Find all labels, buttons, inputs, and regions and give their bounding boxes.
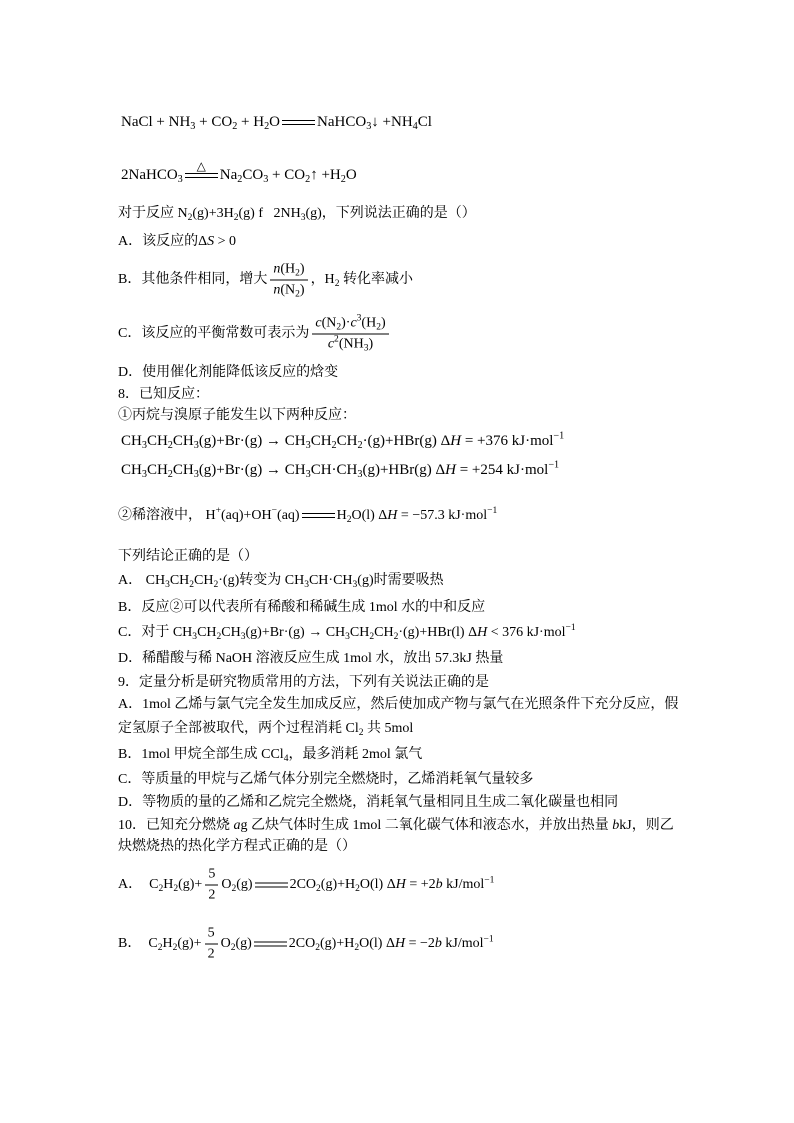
option-b — [118, 745, 422, 765]
superscript: 3 — [356, 313, 362, 324]
long-equals-sign — [282, 120, 315, 125]
text-run: (N — [280, 282, 296, 298]
superscript: − — [271, 506, 278, 517]
italic-variable: H — [387, 508, 398, 523]
italic-variable: H — [450, 433, 462, 449]
text-run: O(l) Δ — [351, 508, 388, 523]
text-run: = +254 kJ·mol — [455, 462, 549, 478]
subscript: 2 — [340, 174, 346, 186]
question-prompt — [118, 547, 258, 567]
superscript: 2 — [334, 334, 339, 345]
text-run: Cl — [417, 114, 432, 130]
text-run: O(l) Δ — [359, 936, 395, 952]
text-run: ，最多消耗 2mol 氯气 — [288, 747, 423, 762]
superscript: −1 — [548, 459, 560, 471]
subscript: 2 — [305, 174, 311, 186]
subscript: 3 — [305, 469, 311, 481]
text-run: (g)+H — [320, 877, 356, 893]
text-run: ·(g)+HBr(l) Δ — [398, 625, 478, 640]
text-run: O — [220, 936, 231, 952]
text-run: (g) — [236, 877, 253, 893]
text-run: (g)，下列说法正确的是（） — [305, 206, 476, 221]
subscript: 3 — [345, 631, 350, 642]
subscript: 3 — [141, 469, 147, 481]
option-a — [118, 866, 494, 905]
fraction-numerator — [312, 315, 388, 335]
subscript: 3 — [190, 121, 196, 133]
subscript: 2 — [173, 884, 179, 895]
text-run: CH — [197, 625, 217, 640]
subscript: 3 — [357, 469, 363, 481]
reaction-1a — [121, 431, 564, 451]
subscript: 2 — [167, 440, 173, 452]
subscript: 3 — [300, 212, 306, 223]
fraction — [205, 925, 218, 964]
subscript: 3 — [304, 579, 309, 590]
text-run: 对于反应 N — [118, 206, 188, 221]
text-run: (N — [321, 315, 337, 331]
text-run: (g)+3H — [192, 206, 234, 221]
text-run: NaHCO — [317, 114, 367, 130]
text-run: H — [163, 877, 174, 893]
text-run: 定氢原子全部被取代，两个过程消耗 Cl — [118, 721, 359, 736]
text-run: ) — [299, 282, 305, 298]
text-run: 炔燃烧热的热化学方程式正确的是（） — [118, 839, 356, 854]
text-run: H — [336, 508, 347, 523]
fraction-denominator — [205, 886, 218, 905]
subscript: 2 — [167, 469, 173, 481]
superscript: −1 — [484, 875, 495, 886]
equation-ammonia-soda — [121, 112, 432, 132]
text-run: 8．已知反应： — [118, 387, 209, 402]
long-equals-sign — [185, 159, 218, 178]
text-run: (NH — [338, 336, 364, 352]
italic-variable: S — [207, 234, 215, 249]
text-run: D．使用催化剂能降低该反应的焓变 — [118, 365, 339, 380]
option-a — [118, 571, 444, 591]
text-run: = −2 — [405, 936, 435, 952]
subscript: 4 — [412, 121, 418, 133]
fraction — [205, 866, 218, 905]
subscript: 2 — [316, 884, 321, 895]
option-a-line-2 — [118, 719, 413, 739]
text-run: (g)+ — [177, 936, 202, 952]
subscript: 2 — [158, 884, 164, 895]
fraction-numerator — [205, 866, 218, 886]
text-run: (g)+H — [320, 936, 355, 952]
text-run: C．该反应的平衡常数可表示为 — [118, 326, 310, 342]
text-run: B．1mol 甲烷全部生成 CCl — [118, 747, 284, 762]
superscript: −1 — [565, 623, 576, 634]
italic-variable: b — [435, 877, 443, 893]
text-run: 5 — [207, 925, 215, 941]
question-stem — [118, 204, 476, 224]
subscript: 2 — [336, 322, 342, 333]
option-b — [118, 261, 413, 300]
subscript: 3 — [177, 174, 183, 186]
subscript: 2 — [232, 121, 238, 133]
text-run: O(l) Δ — [359, 877, 396, 893]
subscript: 3 — [263, 174, 269, 186]
subscript: 2 — [187, 212, 193, 223]
subscript: 3 — [141, 440, 147, 452]
superscript: −1 — [487, 506, 498, 517]
italic-variable: H — [445, 462, 456, 478]
text-run: CH — [221, 625, 241, 640]
reaction-2 — [118, 506, 497, 526]
text-run: )· — [341, 315, 351, 331]
fraction-numerator — [205, 925, 218, 945]
text-run: (g) f 2NH — [238, 206, 301, 221]
subscript: 2 — [357, 440, 363, 452]
text-run: kJ，则乙 — [619, 818, 674, 833]
fraction-denominator — [312, 335, 388, 354]
long-equals-sign — [302, 513, 335, 518]
text-run: CO — [242, 167, 264, 183]
text-run: A． CH — [118, 573, 166, 588]
text-run: A．该反应的Δ — [118, 234, 208, 249]
question-stem — [118, 385, 209, 405]
subscript: 3 — [192, 631, 198, 642]
text-run: CH — [172, 433, 194, 449]
text-run: O — [269, 114, 281, 130]
reaction-1b — [121, 460, 559, 480]
text-run: (g)+Br·(g) → CH — [198, 433, 306, 449]
subscript: 2 — [346, 514, 352, 525]
subscript: 2 — [264, 121, 270, 133]
subscript: 4 — [283, 753, 289, 764]
option-d — [118, 649, 503, 669]
text-run: ·(g)+HBr(g) Δ — [362, 433, 451, 449]
text-run: (g) — [235, 936, 252, 952]
long-equals-sign — [255, 883, 288, 888]
reaction-1-intro — [118, 406, 356, 426]
subscript: 2 — [376, 322, 381, 333]
question-stem-line-2 — [118, 837, 356, 857]
subscript: 2 — [231, 884, 237, 895]
equation-bicarbonate-decomposition — [121, 159, 357, 186]
subscript: 2 — [393, 631, 399, 642]
text-run: A． C — [118, 877, 159, 893]
text-run: 10．已知充分燃烧 — [118, 818, 234, 833]
text-run: B．其他条件相同，增大 — [118, 272, 268, 288]
option-c — [118, 623, 576, 643]
option-a-line-1 — [118, 695, 678, 715]
text-run: C．对于 CH — [118, 625, 193, 640]
subscript: 2 — [358, 727, 364, 738]
text-run: ) — [380, 315, 386, 331]
subscript: 2 — [354, 943, 360, 954]
text-run: 9．定量分析是研究物质常用的方法，下列有关说法正确的是 — [118, 675, 489, 690]
text-run: kJ/mol — [442, 877, 485, 893]
superscript: + — [215, 506, 221, 517]
text-run: CH — [310, 433, 332, 449]
text-run: 下列结论正确的是（） — [118, 549, 258, 564]
text-run: Na — [219, 167, 238, 183]
italic-variable: n — [273, 282, 281, 298]
text-run: g 乙炔气体时生成 1mol 二氧化碳气体和液态水，并放出热量 — [240, 818, 613, 833]
subscript: 2 — [237, 174, 243, 186]
subscript: 2 — [295, 268, 300, 279]
subscript: 3 — [352, 579, 358, 590]
text-run: CH — [349, 625, 370, 640]
fraction — [270, 261, 307, 300]
subscript: 2 — [355, 884, 360, 895]
option-a — [118, 232, 236, 252]
subscript: 3 — [165, 579, 170, 590]
text-run: > 0 — [214, 234, 237, 249]
text-run: CH — [374, 625, 394, 640]
option-b — [118, 925, 494, 964]
italic-variable: H — [477, 625, 488, 640]
option-d — [118, 793, 618, 813]
text-run: O — [345, 167, 357, 183]
text-run: 共 5mol — [363, 721, 414, 736]
subscript: 2 — [295, 289, 300, 300]
fraction-denominator — [205, 945, 218, 964]
subscript: 3 — [366, 121, 372, 133]
italic-variable: c — [327, 336, 335, 352]
italic-variable: c — [350, 315, 357, 331]
text-run: 2 — [208, 887, 216, 903]
option-c — [118, 770, 533, 790]
option-b — [118, 598, 485, 618]
subscript: 2 — [331, 440, 337, 452]
italic-variable: b — [612, 818, 620, 833]
text-run: + CO — [268, 167, 306, 183]
question-stem-line-1 — [118, 816, 674, 836]
text-run: A．1mol 乙烯与氯气完全发生加成反应，然后使加成产物与氯气在光照条件下充分反应，假 — [118, 697, 679, 712]
subscript: 2 — [230, 943, 236, 954]
subscript: 2 — [369, 631, 375, 642]
text-run: (g)+ — [178, 877, 203, 893]
text-run: H — [162, 936, 173, 952]
long-equals-sign — [254, 942, 287, 947]
subscript: 2 — [189, 579, 195, 590]
text-run: 5 — [208, 866, 216, 882]
subscript: 3 — [193, 469, 199, 481]
fraction — [312, 315, 388, 354]
text-run: CH — [169, 573, 190, 588]
text-run: NaCl + NH — [121, 114, 191, 130]
italic-variable: b — [434, 936, 442, 952]
text-run: ) — [368, 336, 374, 352]
text-run: B．反应②可以代表所有稀酸和稀碱生成 1mol 水的中和反应 — [118, 600, 486, 615]
text-run: D．稀醋酸与稀 NaOH 溶液反应生成 1mol 水，放出 57.3kJ 热量 — [118, 651, 504, 666]
text-run: = +2 — [405, 877, 436, 893]
text-run: CH — [172, 462, 194, 478]
text-run: (g)+HBr(g) Δ — [362, 462, 446, 478]
text-run: + H — [237, 114, 265, 130]
text-run: CH·CH — [310, 462, 358, 478]
subscript: 2 — [334, 279, 340, 290]
text-run: C．等质量的甲烷与乙烯气体分别完全燃烧时，乙烯消耗氧气量较多 — [118, 772, 534, 787]
text-run: ，H — [310, 272, 335, 288]
subscript: 2 — [172, 943, 178, 954]
subscript: 3 — [363, 343, 369, 354]
text-run: ·(g)转变为 CH — [218, 573, 305, 588]
italic-variable: H — [394, 936, 406, 952]
text-run: 2CO — [289, 877, 317, 893]
text-run: CH — [336, 433, 358, 449]
fraction-numerator — [270, 261, 307, 281]
text-run: CH — [194, 573, 214, 588]
subscript: 2 — [157, 943, 163, 954]
question-stem — [118, 673, 489, 693]
text-run: = +376 kJ·mol — [461, 433, 554, 449]
text-run: CH — [146, 462, 168, 478]
subscript: 2 — [216, 631, 222, 642]
text-run: = −57.3 kJ·mol — [397, 508, 488, 523]
text-run: CH — [121, 433, 142, 449]
text-run: D．等物质的量的乙烯和乙烷完全燃烧，消耗氧气量相同且生成二氧化碳量也相同 — [118, 795, 619, 810]
option-d — [118, 363, 338, 383]
text-run: 2CO — [288, 936, 316, 952]
italic-variable: a — [233, 818, 241, 833]
italic-variable: n — [273, 261, 281, 277]
text-run: ↑ +H — [310, 167, 341, 183]
subscript: 3 — [240, 631, 246, 642]
superscript: −1 — [553, 430, 565, 442]
text-run: kJ/mol — [441, 936, 484, 952]
text-run: (H — [361, 315, 377, 331]
text-run: CH — [146, 433, 168, 449]
text-run: ②稀溶液中， H — [118, 508, 216, 523]
text-run: + CO — [195, 114, 233, 130]
italic-variable: H — [395, 877, 406, 893]
fraction-denominator — [270, 281, 307, 300]
text-run: (g)+Br·(g) → CH — [245, 625, 346, 640]
text-run: ①丙烷与溴原子能发生以下两种反应： — [118, 408, 356, 423]
reaction-condition: △ — [196, 159, 206, 174]
italic-variable: c — [315, 315, 322, 331]
text-run: CH·CH — [308, 573, 353, 588]
text-run: (aq)+OH — [221, 508, 272, 523]
subscript: 2 — [315, 943, 321, 954]
text-run: CH — [121, 462, 142, 478]
text-run: B． C — [118, 936, 158, 952]
text-run: O — [221, 877, 232, 893]
subscript: 2 — [233, 212, 239, 223]
text-run: 转化率减小 — [339, 272, 413, 288]
text-run: (g)+Br·(g) → CH — [198, 462, 306, 478]
subscript: 2 — [213, 579, 219, 590]
text-run: ↓ +NH — [371, 114, 413, 130]
superscript: −1 — [483, 934, 494, 945]
text-run: 2NaHCO — [121, 167, 178, 183]
option-c — [118, 315, 392, 354]
text-run: (aq) — [277, 508, 300, 523]
text-run: (g)时需要吸热 — [357, 573, 444, 588]
subscript: 3 — [193, 440, 199, 452]
text-run: < 376 kJ·mol — [487, 625, 566, 640]
text-run: (H — [280, 261, 296, 277]
text-run: 2 — [207, 946, 215, 962]
text-run: ) — [299, 261, 305, 277]
subscript: 3 — [305, 440, 311, 452]
